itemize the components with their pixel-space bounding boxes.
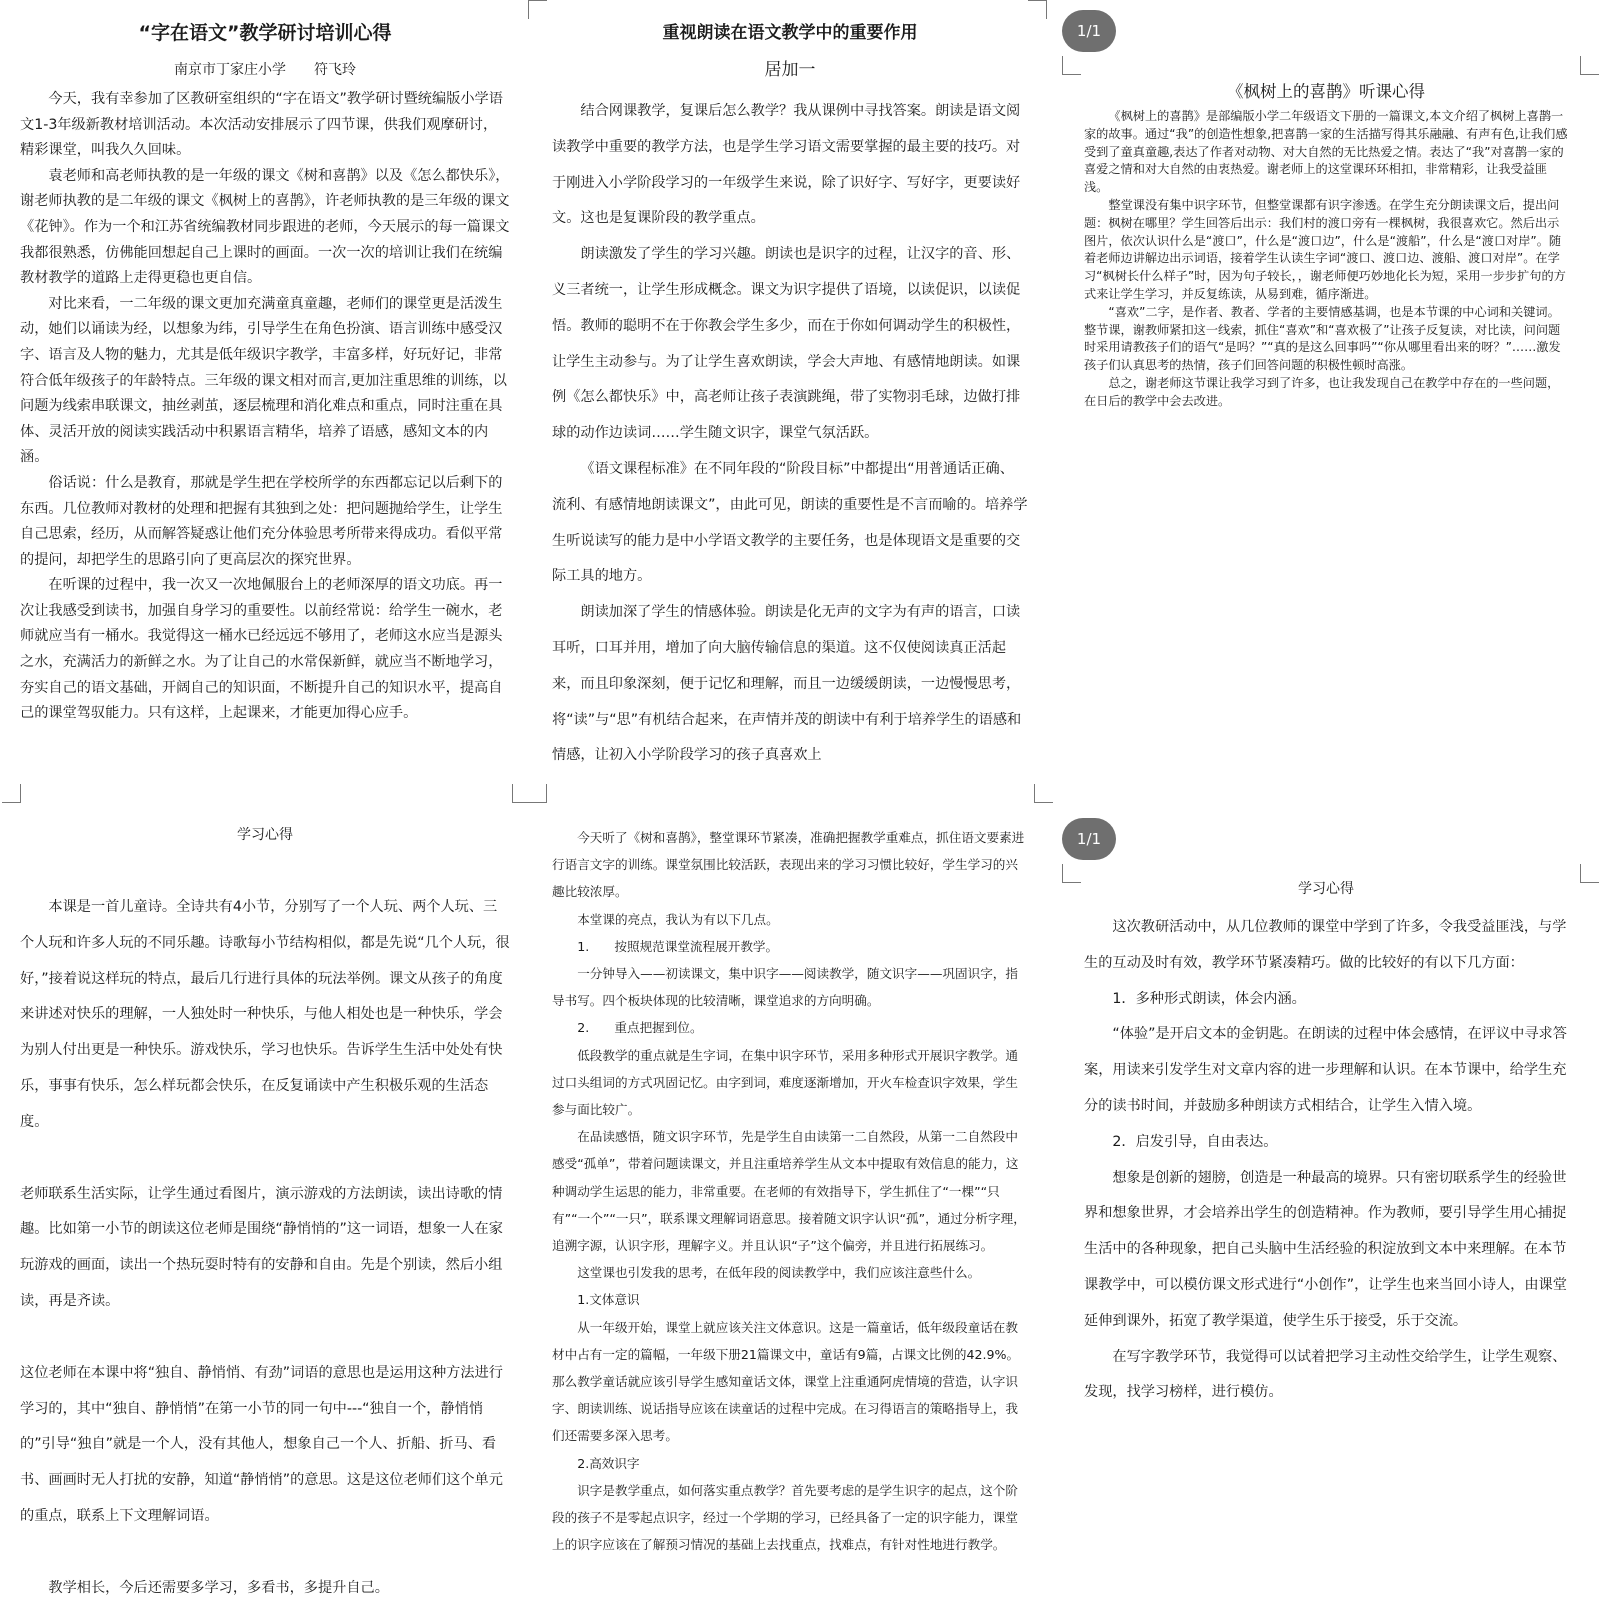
document-title: 学习心得 xyxy=(237,827,293,843)
crop-mark-icon xyxy=(2,784,21,803)
document-author: 居加一 xyxy=(764,60,816,80)
paragraph: 这位老师在本课中将“独自、静悄悄、有劲”词语的意思也是运用这种方法进行学习的，其中“独自、静悄悄”在第一小节的同一句中---“独自一个，静悄悄的”引导“独自”就是一个人，没有其他人，想象自己一个人、折船、折马、看书、画画时无人打扰的安静，知道“静悄悄”的意思。这是这位老师们这个单元的重点，联系上下文理解词语。 xyxy=(20,1364,503,1524)
paragraph: 袁老师和高老师执教的是一年级的课文《树和喜鹊》以及《怎么都快乐》，谢老师执教的是二年级的课文《枫树上的喜鹊》，许老师执教的是三年级的课文《花钟》。作为一个和江苏省统编教材同步跟进的老师，今天展示的每一篇课文我都很熟悉，仿佛能回想起自己上课时的画面。一次一次的培训让我们在统编教材教学的道路上走得更稳也更自信。 xyxy=(20,167,510,287)
section-heading: 2.高效识字 xyxy=(577,1455,640,1471)
crop-mark-icon xyxy=(1062,864,1081,883)
paragraph: 一分钟导入——初读课文，集中识字——阅读教学，随文识字——巩固识字，指导书写。四个板块体现的比较清晰，课堂追求的方向明确。 xyxy=(552,966,1018,1009)
document-panel-2 xyxy=(530,0,1050,800)
crop-mark-icon xyxy=(1062,56,1081,75)
section-heading: 1.文体意识 xyxy=(577,1292,640,1308)
paragraph: 低段教学的重点就是生字词，在集中识字环节，采用多种形式开展识字教学。通过口头组词的方式巩固记忆。由字到词，难度逐渐增加，开火车检查识字效果，学生参与面比较广。 xyxy=(552,1047,1018,1118)
document-panel-6 xyxy=(1050,808,1600,1600)
document-panel-1 xyxy=(0,0,530,800)
list-item: 1. 按照规范课堂流程展开教学。 xyxy=(577,938,779,954)
document-title: 学习心得 xyxy=(1298,881,1354,897)
crop-mark-icon xyxy=(1034,784,1053,803)
crop-mark-icon xyxy=(1580,864,1599,883)
list-item: 1．多种形式朗读，体会内涵。 xyxy=(1112,990,1306,1007)
paragraph: 结合网课教学，复课后怎么教学？我从课例中寻找答案。朗读是语文阅读教学中重要的教学方法，也是学生学习语文需要掌握的最主要的技巧。对于刚进入小学阶段学习的一年级学生来说，除了识好字、写好字，更要读好文。这也是复课阶段的教学重点。 xyxy=(552,103,1021,227)
paragraph: 俗话说：什么是教育，那就是学生把在学校所学的东西都忘记以后剩下的东西。几位教师对教材的处理和把握有其独到之处：把问题抛给学生，让学生自己思索，经历，从而解答疑惑让他们充分体验思考所带来得成功。看似平常的提问，却把学生的思路引向了更高层次的探究世界。 xyxy=(20,474,503,568)
page-indicator-badge: 1/1 xyxy=(1062,10,1116,52)
paragraph: 本堂课的亮点，我认为有以下几点。 xyxy=(577,911,779,927)
row-divider xyxy=(0,800,1600,808)
crop-mark-icon xyxy=(528,784,547,803)
document-title: “字在语文”教学研讨培训心得 xyxy=(138,22,392,44)
paragraph: 在写字教学环节，我觉得可以试着把学习主动性交给学生，让学生观察、发现，找学习榜样，进行模仿。 xyxy=(1084,1348,1567,1401)
paragraph: 对比来看，一二年级的课文更加充满童真童趣，老师们的课堂更是活泼生动，她们以诵读为经，以想象为纬，引导学生在角色扮演、语言训练中感受汉字、语言及人物的魅力，尤其是低年级识字教学，丰富多样，好玩好记，非常符合低年级孩子的年龄特点。三年级的课文相对而言,更加注重思维的训练，以问题为线索串联课文，抽丝剥茧，逐层梳理和消化难点和重点，同时注重在具体、灵活开放的阅读实践活动中积累语言精华，培养了语感，感知文本的内涵。 xyxy=(20,295,507,466)
list-item: 2．启发引导，自由表达。 xyxy=(1112,1133,1278,1150)
paragraph: 这堂课也引发我的思考，在低年段的阅读教学中，我们应该注意些什么。 xyxy=(577,1265,981,1281)
paragraph: 老师联系生活实际，让学生通过看图片，演示游戏的方法朗读，读出诗歌的情趣。比如第一小节的朗读这位老师是围绕“静悄悄的”这一词语，想象一人在家玩游戏的画面，读出一个热玩耍时特有的安静和自由。先是个别读，然后小组读，再是齐读。 xyxy=(20,1185,503,1309)
paragraph: 想象是创新的翅膀，创造是一种最高的境界。只有密切联系学生的经验世界和想象世界，才会培养出学生的创造精神。作为教师，要引导学生用心捕捉生活中的各种现象，把自己头脑中生活经验的积淀放到文本中来理解。在本节课教学中，可以模仿课文形式进行“小创作”，让学生也来当回小诗人，由课堂延伸到课外，拓宽了教学渠道，使学生乐于接受，乐于交流。 xyxy=(1084,1169,1567,1329)
paragraph: 在品读感悟，随文识字环节，先是学生自由读第一二自然段，从第一二自然段中感受“孤单”，带着问题读课文，并且注重培养学生从文本中提取有效信息的能力，这种调动学生运思的能力，非常重要。在老师的有效指导下，学生抓住了“一棵”“只有”“一个”“一只”，联系课文理解词语意思。接着随文识字认识“孤”，通过分析字理，追溯字源，认识字形，理解字义。并且认识“子”这个偏旁，并且进行拓展练习。 xyxy=(552,1129,1026,1254)
paragraph: 朗读激发了学生的学习兴趣。朗读也是识字的过程，让汉字的音、形、义三者统一，让学生形成概念。课文为识字提供了语境，以读促识，以读促悟。教师的聪明不在于你教会学生多少，而在于你如何调动学生的积极性，让学生主动参与。为了让学生喜欢朗读，学会大声地、有感情地朗读。如课例《怎么都快乐》中，高老师让孩子表演跳绳，带了实物羽毛球，边做打排球的动作边读词……学生随文识字，课堂气氛活跃。 xyxy=(552,246,1021,442)
paragraph: 从一年级开始，课堂上就应该关注文体意识。这是一篇童话，低年级段童话在教材中占有一定的篇幅，一年级下册21篇课文中，童话有9篇，占课文比例的42.9%。那么教学童话就应该引导学生感知童话文体，课堂上注重通阿虎情境的营造，认字识字、朗读训练、说话指导应该在读童话的过程中完成。在习得语言的策略指导上，我们还需要多深入思考。 xyxy=(552,1319,1020,1444)
paragraph: 本课是一首儿童诗。全诗共有4小节，分别写了一个人玩、两个人玩、三个人玩和许多人玩的不同乐趣。诗歌每小节结构相似，都是先说“几个人玩，很好，”接着说这样玩的特点，最后几行进行具体的玩法举例。课文从孩子的角度来讲述对快乐的理解，一人独处时一种快乐，与他人相处也是一种快乐，学会为别人付出更是一种快乐。游戏快乐，学习也快乐。告诉学生生活中处处有快乐，事事有快乐，怎么样玩都会快乐，在反复诵读中产生积极乐观的生活态度。 xyxy=(20,899,510,1130)
paragraph: 今天，我有幸参加了区教研室组织的“字在语文”教学研讨暨统编版小学语文1-3年级新教材培训活动。本次活动安排展示了四节课，供我们观摩研讨，精彩课堂，叫我久久回味。 xyxy=(20,91,503,159)
paragraph: 这次教研活动中，从几位教师的课堂中学到了许多，令我受益匪浅，与学生的互动及时有效，教学环节紧凑精巧。做的比较好的有以下几方面： xyxy=(1084,919,1567,971)
paragraph: 整堂课没有集中识字环节，但整堂课都有识字渗透。在学生充分朗读课文后，提出问题：枫树在哪里？学生回答后出示：我们村的渡口旁有一棵枫树，我很喜欢它。然后出示图片，依次认识什么是“渡口”，什么是“渡口边”，什么是“渡船”，什么是“渡口对岸”。随着老师边讲解边出示词语，接着学生认读生字词“渡口、渡口边、渡船、渡口对岸”。在学习“枫树长什么样子”时，因为句子较长，，谢老师便巧妙地化长为短，采用一步步扩句的方式来让学生学习，并反复练读，从易到难，循序渐进。 xyxy=(1084,197,1566,301)
list-item: 2. 重点把握到位。 xyxy=(577,1020,703,1036)
paragraph: 《枫树上的喜鹊》是部编版小学二年级语文下册的一篇课文,本文介绍了枫树上喜鹊一家的故事。通过“我”的创造性想象,把喜鹊一家的生活描写得其乐融融、有声有色,让我们感受到了童真童趣,表达了作者对动物、对大自然的无比热爱之情。表达了“我”对喜鹊一家的喜爱之情和对大自然的由衷热爱。谢老师上的这堂课环环相扣，非常精彩，让我受益匪浅。 xyxy=(1084,109,1568,195)
paragraph: “喜欢”二字，是作者、教者、学者的主要情感基调，也是本节课的中心词和关键词。整节课，谢教师紧扣这一线索，抓住“喜欢”和“喜欢极了”让孩子反复读，对比读，问问题时采用请教孩子们的语气“是吗？”“真的是这么回事吗”“你从哪里看出来的呀？”……激发孩子们认真思考的热情，孩子们回答问题的积极性顿时高涨。 xyxy=(1084,304,1561,373)
paragraph: “体验”是开启文本的金钥匙。在朗读的过程中体会感情，在评议中寻求答案，用读来引发学生对文章内容的进一步理解和认识。在本节课中，给学生充分的读书时间，并鼓励多种朗读方式相结合，让学生入情入境。 xyxy=(1084,1026,1567,1114)
paragraph: 在听课的过程中，我一次又一次地佩服台上的老师深厚的语文功底。再一次让我感受到读书，加强自身学习的重要性。以前经常说：给学生一碗水，老师就应当有一桶水。我觉得这一桶水已经远远不够用了，老师这水应当是源头之水，充满活力的新鲜之水。为了让自己的水常保新鲜，就应当不断地学习，夯实自己的语文基础，开阔自己的知识面，不断提升自己的知识水平，提高自己的课堂驾驭能力。只有这样，上起课来，才能更加得心应手。 xyxy=(20,577,503,722)
paragraph: 总之，谢老师这节课让我学习到了许多，也让我发现自己在教学中存在的一些问题，在日后的教学中会去改进。 xyxy=(1084,375,1560,408)
crop-mark-icon xyxy=(528,0,547,19)
crop-mark-icon xyxy=(1028,0,1047,19)
document-byline: 南京市丁家庄小学 符飞玲 xyxy=(174,62,356,78)
document-panel-3 xyxy=(1050,0,1600,800)
paragraph: 《语文课程标准》在不同年段的“阶段目标”中都提出“用普通话正确、流利、有感情地朗读课文”，由此可见，朗读的重要性是不言而喻的。培养学生听说读写的能力是中小学语文教学的主要任务，也是体现语文是重要的交际工具的地方。 xyxy=(552,460,1028,585)
document-panel-5 xyxy=(530,808,1050,1600)
paragraph: 识字是教学重点，如何落实重点教学？首先要考虑的是学生识字的起点，这个阶段的孩子不是零起点识字，经过一个学期的学习，已经具备了一定的识字能力，课堂上的识字应该在了解预习情况的基础上去找重点，找难点，有针对性地进行教学。 xyxy=(552,1482,1018,1553)
page-indicator-badge: 1/1 xyxy=(1062,818,1116,860)
document-title: 重视朗读在语文教学中的重要作用 xyxy=(662,23,918,43)
paragraph: 今天听了《树和喜鹊》，整堂课环节紧凑，准确把握教学重难点，抓住语文要素进行语言文字的训练。课堂氛围比较活跃，表现出来的学习习惯比较好，学生学习的兴趣比较浓厚。 xyxy=(552,830,1025,900)
crop-mark-icon xyxy=(1580,56,1599,75)
document-panel-4 xyxy=(0,808,530,1600)
paragraph: 朗读加深了学生的情感体验。朗读是化无声的文字为有声的语言，口读耳听，口耳并用，增加了向大脑传输信息的渠道。这不仅使阅读真正活起来，而且印象深刻，便于记忆和理解，而且一边缓缓朗读，一边慢慢思考，将“读”与“思”有机结合起来，在声情并茂的朗读中有利于培养学生的语感和情感，让初入小学阶段学习的孩子真喜欢上 xyxy=(552,604,1022,764)
document-title: 《枫树上的喜鹊》听课心得 xyxy=(1227,82,1425,101)
paragraph: 教学相长，今后还需要多学习，多看书，多提升自己。 xyxy=(48,1579,389,1596)
